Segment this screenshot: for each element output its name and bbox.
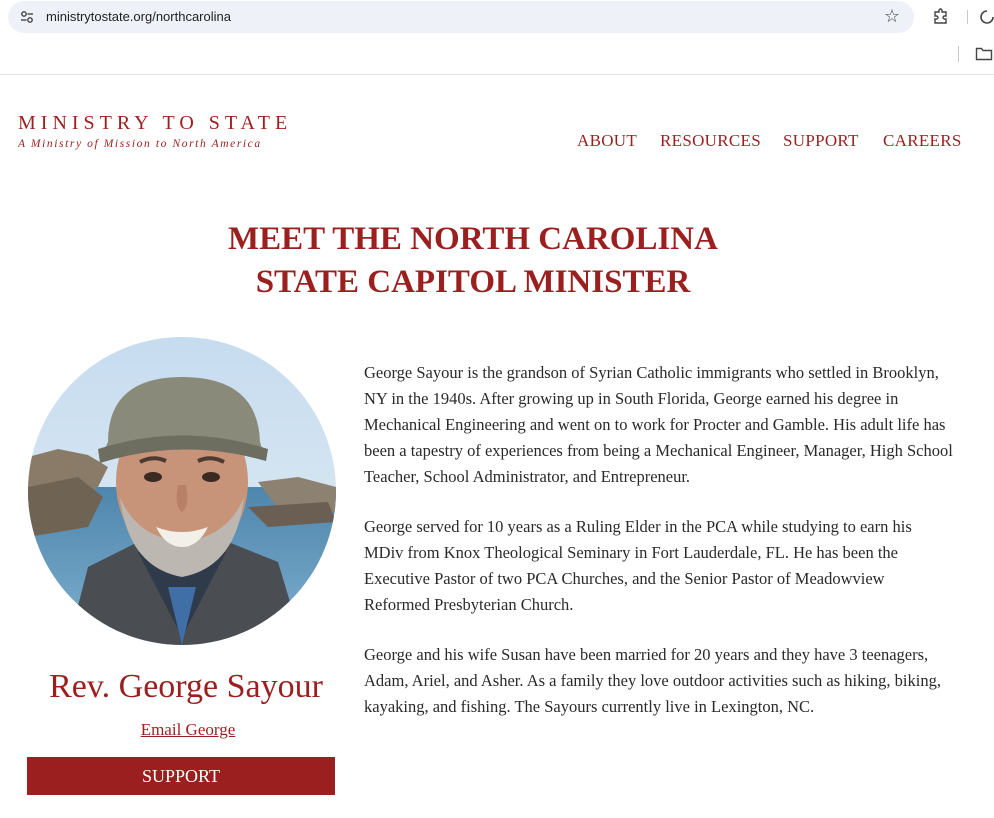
- site-settings-icon[interactable]: [20, 10, 34, 24]
- bookmark-star-icon[interactable]: ☆: [883, 6, 901, 27]
- site-logo-title[interactable]: MINISTRY TO STATE: [18, 112, 293, 134]
- page-title: [180, 218, 766, 304]
- bookmarks-separator: [958, 46, 959, 62]
- refresh-icon[interactable]: [980, 8, 994, 26]
- bio-paragraph-2: George served for 10 years as a Ruling Elder in the PCA while studying to earn his MDiv from Knox Theological Seminary in Fort Lauderdale, FL. He has been the Executive Pastor of two PCA Churches, and the Senior Pastor of Meadowview Reformed Presbyterian Church.: [364, 517, 912, 614]
- minister-portrait: [28, 337, 336, 645]
- email-george-link[interactable]: Email George: [140, 720, 236, 739]
- minister-bio: [364, 360, 954, 744]
- address-bar[interactable]: [8, 1, 914, 33]
- extensions-icon[interactable]: [932, 7, 950, 25]
- nav-about[interactable]: ABOUT: [577, 131, 638, 150]
- bio-paragraph-3: George and his wife Susan have been married for 20 years and they have 3 teenagers, Adam, Ariel, and Asher. As a family they love outdoor activities such as hiking, biking, kayaking, and fishing. The Sayours currently live in Lexington, NC.: [364, 645, 941, 716]
- bio-paragraph-1: George Sayour is the grandson of Syrian Catholic immigrants who settled in Brooklyn, NY in the 1940s. After growing up in South Florida, George earned his degree in Mechanical Engineering and went on to work for Procter and Gamble. His adult life has been a tapestry of experiences from being a Mechanical Engineer, Manager, High School Teacher, School Administrator, and Entrepreneur.: [364, 363, 953, 486]
- page-title-line-2: STATE CAPITOL MINISTER: [255, 264, 691, 300]
- nav-resources[interactable]: RESOURCES: [660, 131, 761, 150]
- minister-name: Rev. George Sayour: [49, 668, 323, 705]
- support-button[interactable]: SUPPORT: [27, 757, 335, 795]
- page-title-line-1: MEET THE NORTH CAROLINA: [228, 221, 718, 257]
- site-logo-tagline: A Ministry of Mission to North America: [18, 138, 262, 150]
- url-text[interactable]: ministrytostate.org/northcarolina: [46, 9, 231, 24]
- browser-toolbar: [0, 0, 994, 75]
- folder-icon[interactable]: [975, 46, 993, 62]
- nav-support[interactable]: SUPPORT: [783, 131, 859, 150]
- nav-careers[interactable]: CAREERS: [883, 131, 962, 150]
- toolbar-separator: [967, 10, 968, 24]
